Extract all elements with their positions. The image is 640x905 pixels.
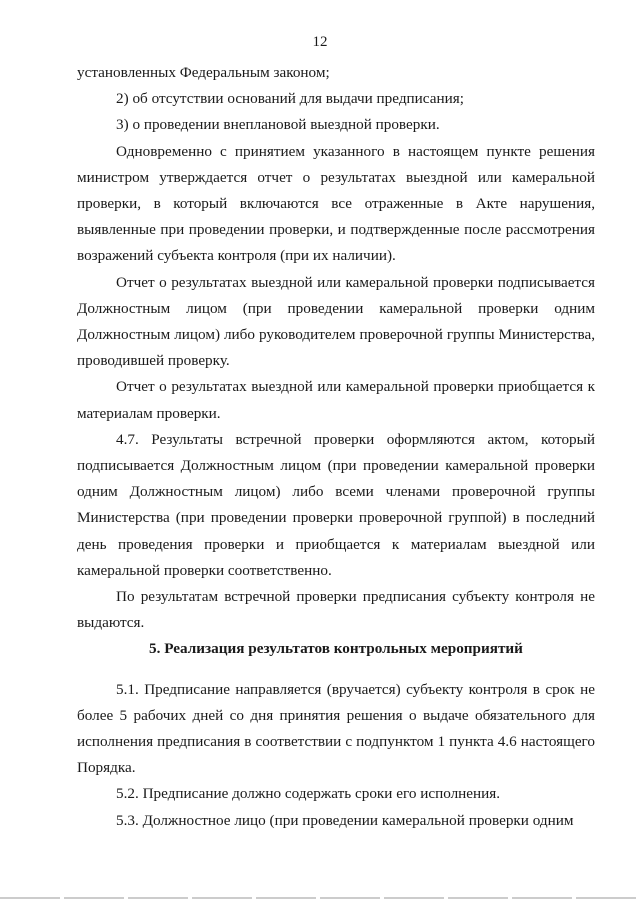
paragraph: Одновременно с принятием указанного в настоящем пункте решения министром утверждается отчет о результатах выездной или камеральной проверки, в который включаются все отраженные в Акте нарушения, выявленные при проведении проверки, и подтвержденные после рассмотрения возражений субъекта контроля (при их наличии). xyxy=(77,142,595,265)
paragraph: 5.1. Предписание направляется (вручается) субъекту контроля в срок не более 5 рабочих дней со дня принятия решения о выдаче обязательного для исполнения предписания в соответствии с подпунктом 1 пункта 4.6 настоящего Порядка. xyxy=(77,680,595,777)
paragraph: Отчет о результатах выездной или камеральной проверки подписывается Должностным лицом (при проведении камеральной проверки одним Должностным лицом) либо руководителем проверочной группы Министерства, проводившей проверку. xyxy=(77,273,595,370)
paragraph: Отчет о результатах выездной или камеральной проверки приобщается к материалам проверки. xyxy=(77,378,595,422)
paragraph: 5.3. Должностное лицо (при проведении камеральной проверки одним xyxy=(116,811,574,829)
paragraph: установленных Федеральным законом; xyxy=(77,64,330,81)
section-heading: 5. Реализация результатов контрольных мероприятий xyxy=(149,640,523,658)
scan-edge-divider xyxy=(0,897,640,899)
paragraph: 2) об отсутствии оснований для выдачи предписания; xyxy=(116,90,464,108)
paragraph: 4.7. Результаты встречной проверки оформляются актом, который подписывается Должностным лицом (при проведении камеральной проверки одним Должностным лицом) либо всеми членами проверочной группы Министерства (при проведении проверки проверочной группой) в последний день проведения проверки и приобщается к материалам выездной или камеральной проверки соответственно. xyxy=(77,430,595,579)
paragraph: 5.2. Предписание должно содержать сроки его исполнения. xyxy=(116,785,501,803)
page-number: 12 xyxy=(312,34,328,50)
document-body xyxy=(77,60,595,834)
paragraph: По результатам встречной проверки предписания субъекту контроля не выдаются. xyxy=(77,588,595,632)
paragraph: 3) о проведении внеплановой выездной проверки. xyxy=(116,116,440,134)
